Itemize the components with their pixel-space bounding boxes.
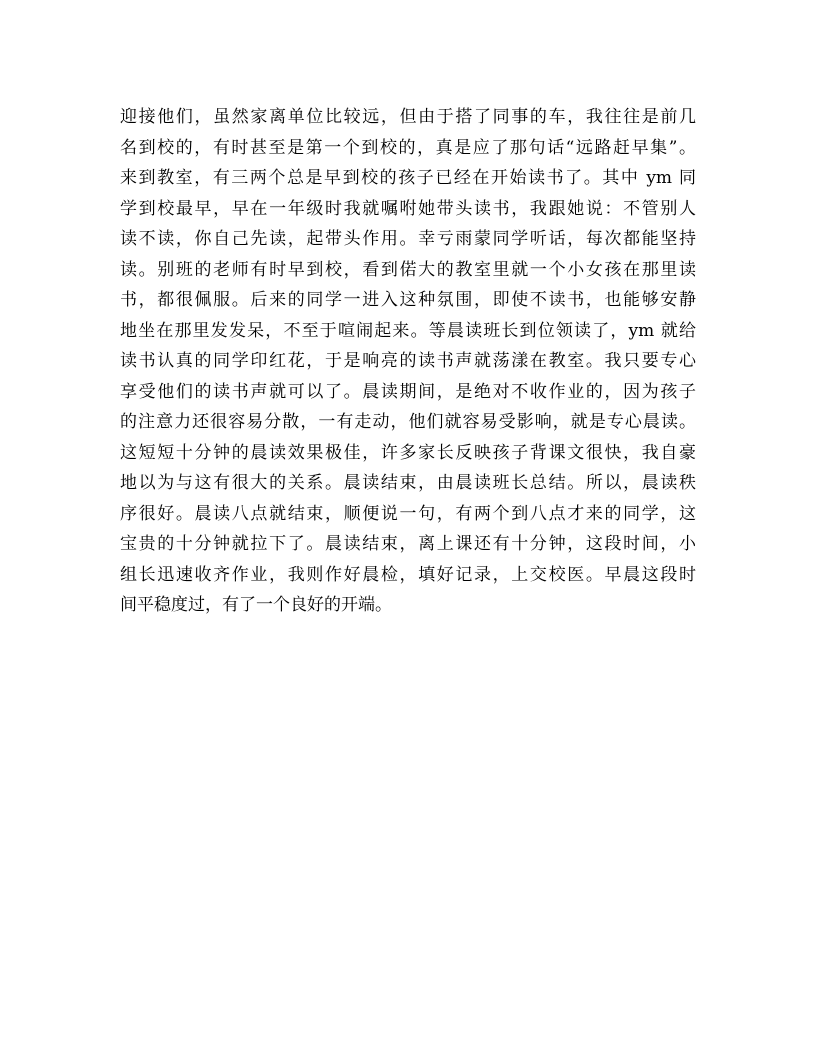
- body-paragraph: [120, 102, 696, 621]
- text-line: 书，都很佩服。后来的同学一进入这种氛围，即使不读书，也能够安静: [120, 290, 696, 310]
- text-line: 间平稳度过，有了一个良好的开端。: [120, 595, 392, 615]
- text-line: 读不读，你自己先读，起带头作用。幸亏雨蒙同学听话，每次都能坚持: [120, 229, 696, 249]
- text-line: 读书认真的同学印红花，于是响亮的读书声就荡漾在教室。我只要专心: [120, 351, 696, 371]
- text-line: 迎接他们，虽然家离单位比较远，但由于搭了同事的车，我往往是前几: [120, 107, 696, 127]
- text-line: 宝贵的十分钟就拉下了。晨读结束，离上课还有十分钟，这段时间，小: [120, 534, 696, 554]
- text-line: 序很好。晨读八点就结束，顺便说一句，有两个到八点才来的同学，这: [120, 503, 696, 524]
- text-line: 读。别班的老师有时早到校，看到偌大的教室里就一个小女孩在那里读: [120, 259, 696, 280]
- text-line: 组长迅速收齐作业，我则作好晨检，填好记录，上交校医。早晨这段时: [120, 564, 696, 585]
- text-line: 地坐在那里发发呆，不至于喧闹起来。等晨读班长到位领读了，ym 就给: [120, 320, 696, 341]
- text-line: 学到校最早，早在一年级时我就嘱咐她带头读书，我跟她说：不管别人: [120, 198, 696, 219]
- text-line: 名到校的，有时甚至是第一个到校的，真是应了那句话“远路赶早集”。: [120, 137, 696, 158]
- text-line: 地以为与这有很大的关系。晨读结束，由晨读班长总结。所以，晨读秩: [120, 473, 696, 493]
- text-line: 这短短十分钟的晨读效果极佳，许多家长反映孩子背课文很快，我自豪: [120, 442, 696, 463]
- text-line: 享受他们的读书声就可以了。晨读期间，是绝对不收作业的，因为孩子: [120, 381, 696, 402]
- text-line: 的注意力还很容易分散，一有走动，他们就容易受影响，就是专心晨读。: [120, 412, 696, 432]
- text-line: 来到教室，有三两个总是早到校的孩子已经在开始读书了。其中 ym 同: [120, 168, 696, 188]
